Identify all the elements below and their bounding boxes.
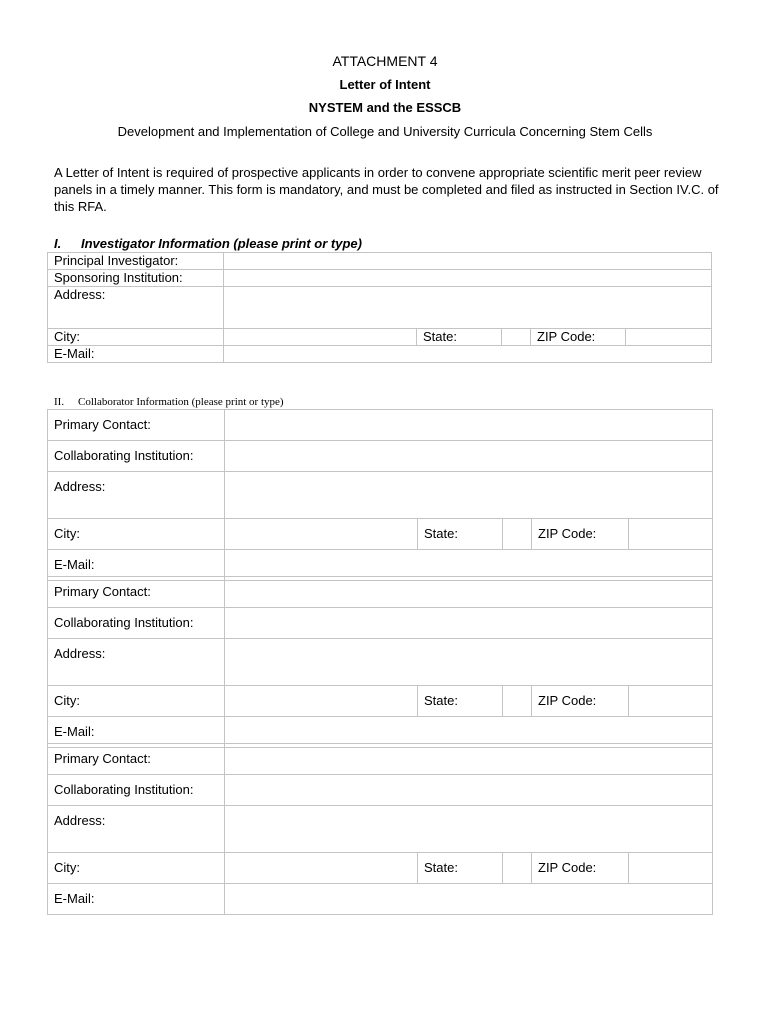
primary-contact-label: Primary Contact:: [48, 744, 225, 775]
collaborating-institution-label: Collaborating Institution:: [48, 608, 225, 639]
state-field[interactable]: [503, 519, 532, 550]
principal-investigator-field[interactable]: [224, 253, 712, 270]
city-label: City:: [48, 853, 225, 884]
primary-contact-field[interactable]: [225, 410, 713, 441]
principal-investigator-label: Principal Investigator:: [48, 253, 224, 270]
attachment-title: ATTACHMENT 4: [332, 53, 438, 69]
program-title: NYSTEM and the ESSCB: [308, 100, 462, 115]
zip-label: ZIP Code:: [532, 519, 629, 550]
letter-title: Letter of Intent: [339, 77, 431, 92]
primary-contact-label: Primary Contact:: [48, 577, 225, 608]
email-label: E-Mail:: [48, 346, 224, 363]
primary-contact-field[interactable]: [225, 577, 713, 608]
zip-label: ZIP Code:: [532, 686, 629, 717]
investigator-table: [47, 252, 712, 363]
address-field[interactable]: [224, 287, 712, 329]
collaborating-institution-field[interactable]: [225, 441, 713, 472]
zip-field[interactable]: [629, 519, 713, 550]
section-1-heading: [54, 236, 362, 251]
primary-contact-label: Primary Contact:: [48, 410, 225, 441]
address-label: Address:: [48, 806, 225, 853]
document-subtitle: Development and Implementation of College and University Curricula Concerning Stem Cells: [117, 124, 653, 139]
state-field[interactable]: [502, 329, 531, 346]
state-field[interactable]: [503, 686, 532, 717]
address-field[interactable]: [225, 806, 713, 853]
city-label: City:: [48, 686, 225, 717]
state-label: State:: [418, 686, 503, 717]
zip-field[interactable]: [629, 853, 713, 884]
address-label: Address:: [48, 472, 225, 519]
state-field[interactable]: [503, 853, 532, 884]
zip-field[interactable]: [629, 686, 713, 717]
state-label: State:: [417, 329, 502, 346]
city-label: City:: [48, 519, 225, 550]
city-label: City:: [48, 329, 224, 346]
zip-label: ZIP Code:: [531, 329, 626, 346]
email-label: E-Mail:: [48, 884, 225, 915]
state-label: State:: [418, 853, 503, 884]
city-field[interactable]: [225, 686, 418, 717]
email-field[interactable]: [224, 346, 712, 363]
intro-paragraph: A Letter of Intent is required of prospective applicants in order to convene appropriate scientific merit peer review panels in a timely manner. This form is mandatory, and must be completed and filed as instructed in Section IV.C. of this RFA.: [54, 165, 719, 214]
address-field[interactable]: [225, 639, 713, 686]
section-2-number: II.: [54, 396, 65, 408]
address-label: Address:: [48, 287, 224, 329]
sponsoring-institution-field[interactable]: [224, 270, 712, 287]
collaborating-institution-field[interactable]: [225, 608, 713, 639]
city-field[interactable]: [225, 853, 418, 884]
section-1-title: Investigator Information (please print or type): [81, 236, 362, 251]
section-2-title: Collaborator Information (please print or type): [78, 396, 284, 408]
collaborator-table: [47, 743, 713, 915]
state-label: State:: [418, 519, 503, 550]
collaborating-institution-label: Collaborating Institution:: [48, 775, 225, 806]
collaborating-institution-label: Collaborating Institution:: [48, 441, 225, 472]
email-label: E-Mail:: [48, 550, 225, 581]
address-label: Address:: [48, 639, 225, 686]
collaborator-table: [47, 576, 713, 748]
email-field[interactable]: [225, 884, 713, 915]
section-1-number: I.: [54, 236, 62, 251]
email-label: E-Mail:: [48, 717, 225, 748]
collaborator-table: [47, 409, 713, 581]
city-field[interactable]: [224, 329, 417, 346]
zip-field[interactable]: [626, 329, 712, 346]
primary-contact-field[interactable]: [225, 744, 713, 775]
city-field[interactable]: [225, 519, 418, 550]
zip-label: ZIP Code:: [532, 853, 629, 884]
section-2-heading: [54, 396, 284, 408]
address-field[interactable]: [225, 472, 713, 519]
collaborating-institution-field[interactable]: [225, 775, 713, 806]
sponsoring-institution-label: Sponsoring Institution:: [48, 270, 224, 287]
